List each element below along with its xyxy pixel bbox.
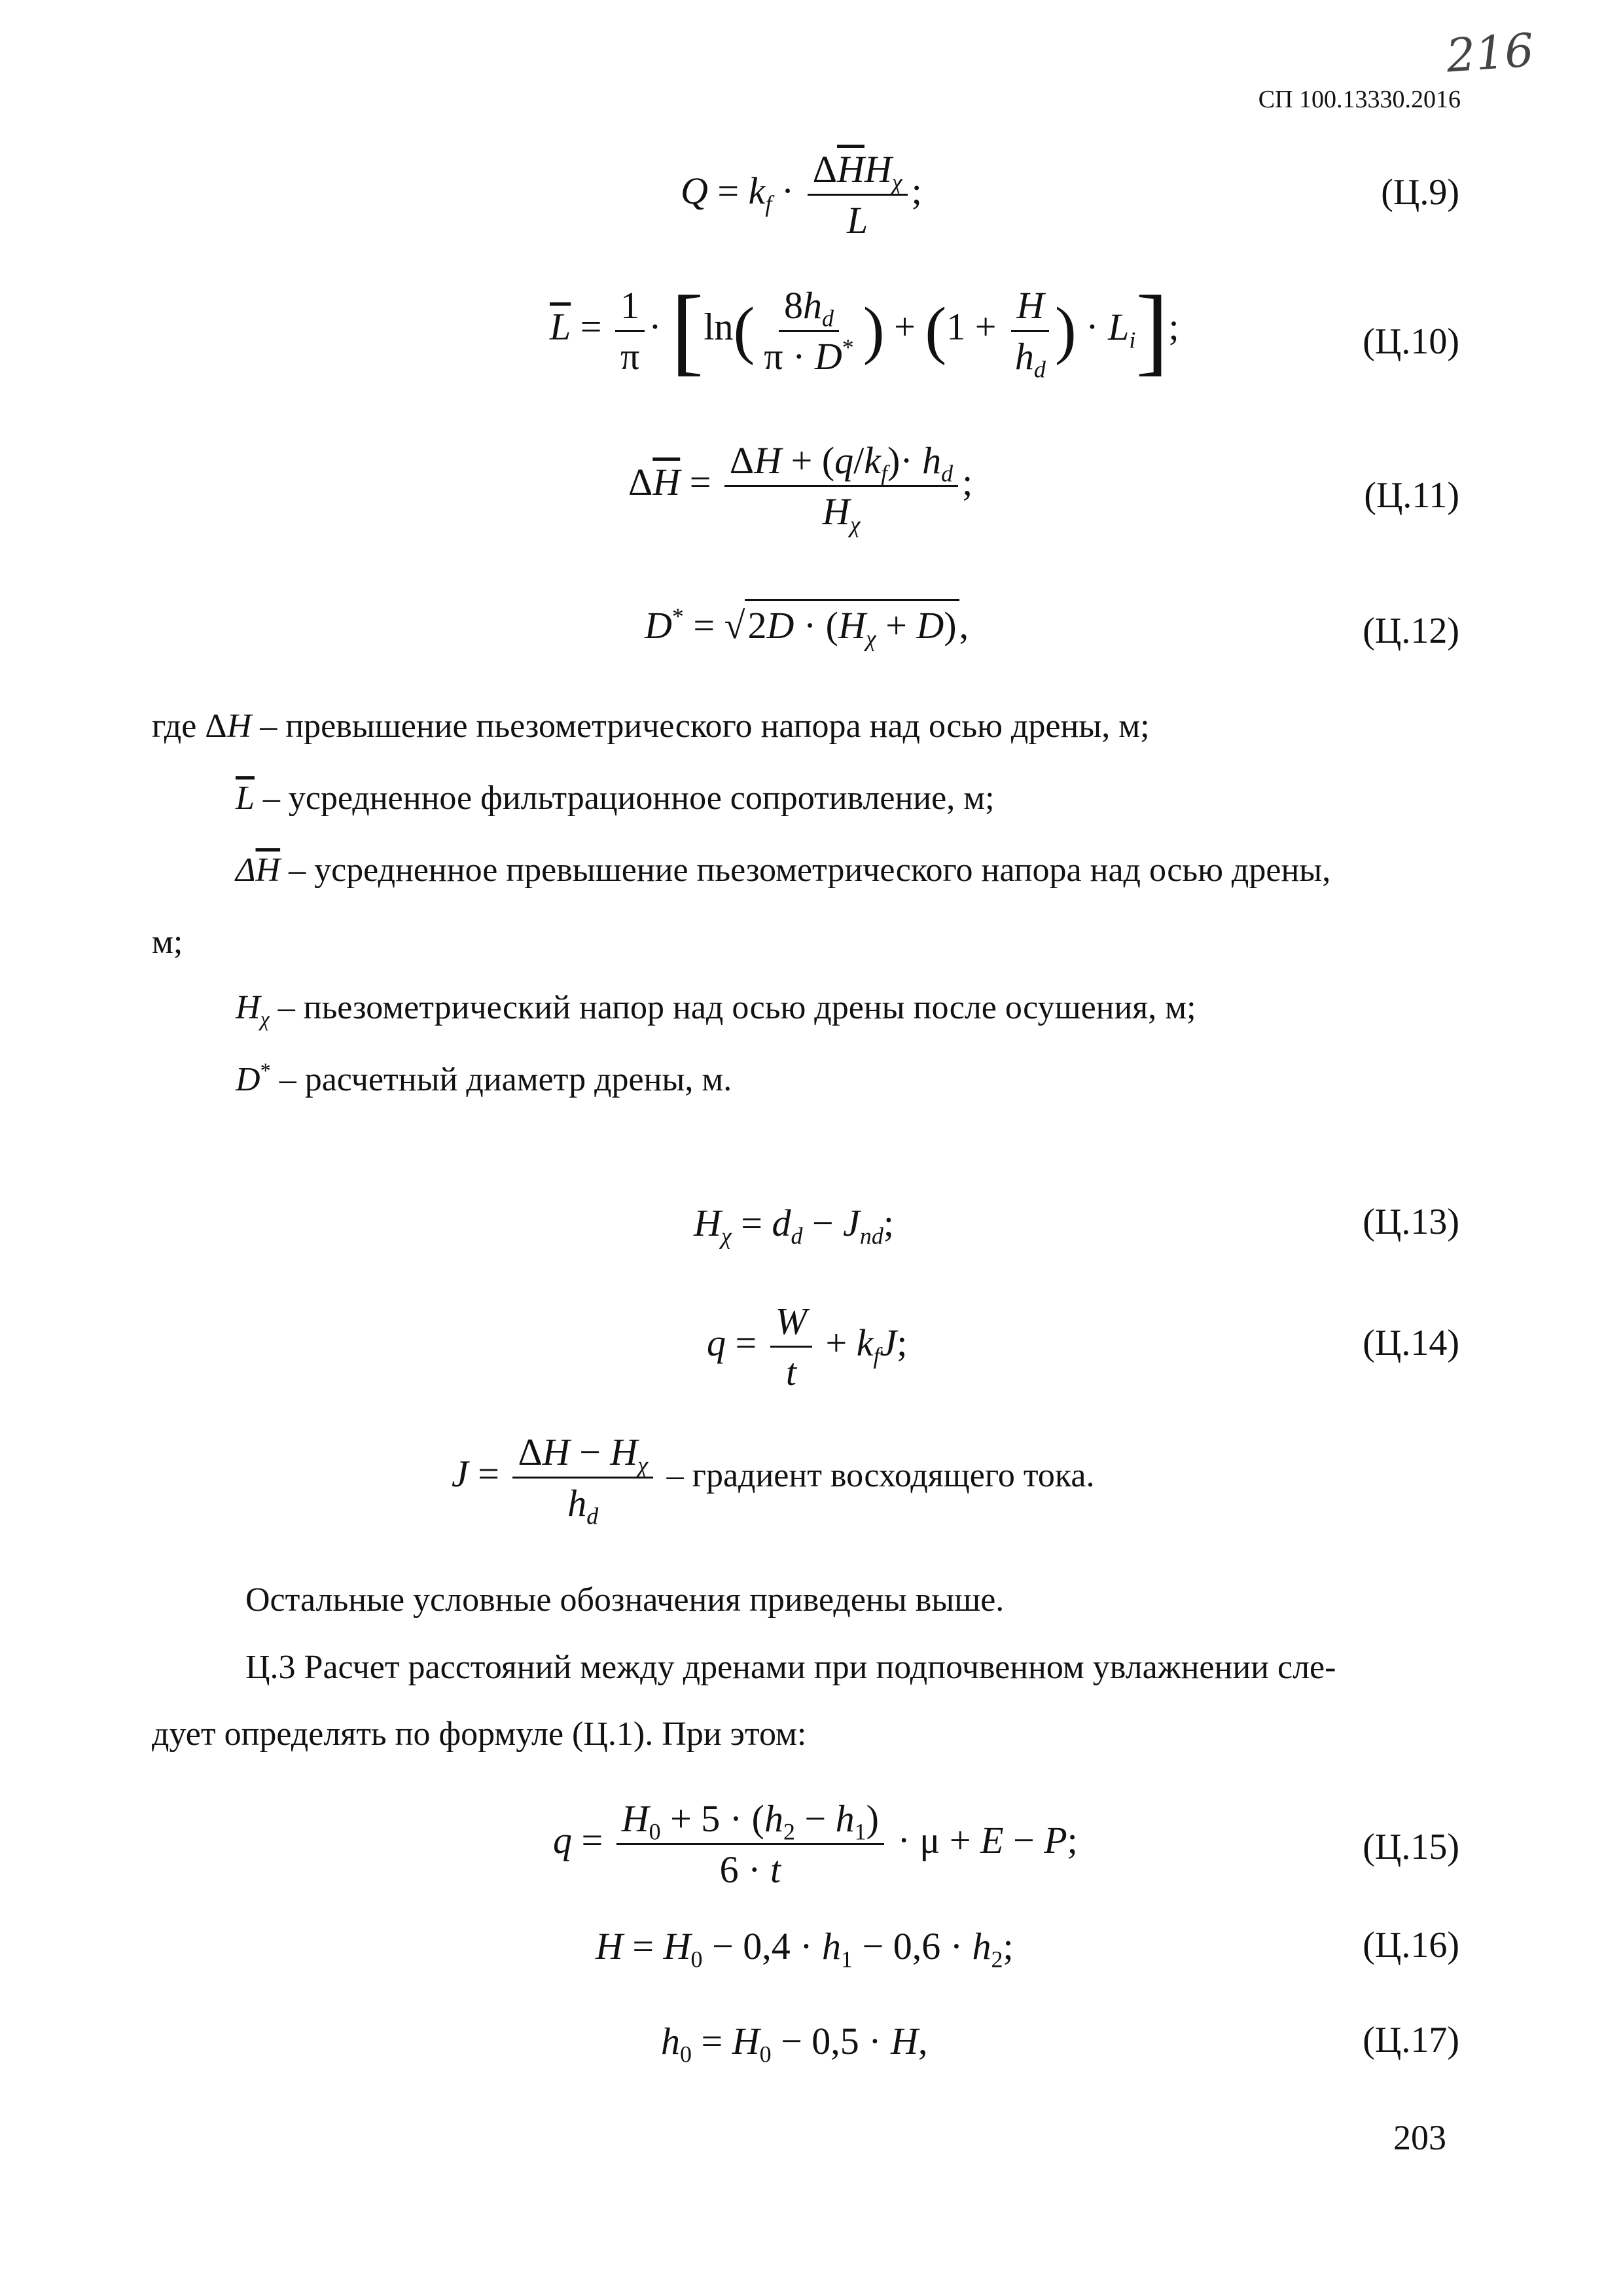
definition-text: – превышение пьезометрического напора над осью дрены, м;	[260, 708, 1150, 745]
equation-c13: $H_\chi = d_d - J_{nd}$;	[694, 1202, 894, 1249]
equation-c10: $\overline{L}$ = $\frac{1}{\pi}$ · [ln( $\frac{8h_d}{\pi \cdot D^*}$ ) + (1 + $\frac{H}{h_d}$ ) · $L_i$];	[550, 276, 1179, 385]
equation-c11: $\Delta\overline{H}$ = $\frac{\Delta H + (q/k_f)\cdot h_d}{H_\chi}$ ;	[628, 439, 973, 538]
definition-dH-avg-cont: м;	[152, 924, 183, 961]
equation-number: (Ц.11)	[1364, 475, 1459, 516]
equation-c9: $Q = k_f$ · $\frac{\Delta\overline{H}H_\chi}{L}$ ;	[681, 148, 922, 242]
gradient-formula: J = $\frac{\Delta H - H_\chi}{h_d}$ – градиент восходящего тока.	[452, 1431, 1095, 1530]
page-number: 203	[1393, 2118, 1446, 2157]
equation-c15: q = $\frac{H_0 + 5 \cdot (h_2 - h_1)}{6 \cdot t}$ · μ + E − P;	[553, 1797, 1078, 1891]
definition-text: – расчетный диаметр дрены, м.	[279, 1061, 732, 1098]
equation-c16: $H = H_0 - 0,4 \cdot h_1 - 0,6 \cdot h_2$;	[596, 1925, 1014, 1973]
handwritten-page-mark: 216	[1444, 23, 1536, 83]
equation-number: (Ц.12)	[1363, 611, 1459, 651]
definition-text: – усредненное фильтрационное сопротивление, м;	[262, 780, 995, 817]
where-word: где	[152, 708, 197, 745]
document-code-header: СП 100.13330.2016	[1258, 86, 1461, 113]
equation-number: (Ц.16)	[1363, 1925, 1459, 1965]
section-text-line2: дует определять по формуле (Ц.1). При этом:	[152, 1715, 807, 1753]
equation-number: (Ц.17)	[1363, 2020, 1459, 2060]
definition-text: – усредненное превышение пьезометрического напора над осью дрены,	[289, 852, 1331, 889]
equation-number: (Ц.9)	[1381, 172, 1459, 213]
definition-L: $\overline{L}$ – усредненное фильтрационное сопротивление, м;	[236, 780, 995, 817]
definition-dH: где ΔH – превышение пьезометрического напора над осью дрены, м;	[152, 708, 1150, 745]
equation-number: (Ц.15)	[1363, 1827, 1459, 1867]
definition-dH-avg: $\Delta\overline{H}$ – усредненное превышение пьезометрического напора над осью дрены,	[236, 852, 1331, 889]
equation-number: (Ц.14)	[1363, 1323, 1459, 1363]
equation-c14: q = $\frac{W}{t}$ + $k_fJ$;	[707, 1300, 908, 1393]
definition-D: D* – расчетный диаметр дрены, м.	[236, 1058, 732, 1098]
equation-number: (Ц.13)	[1363, 1202, 1459, 1242]
other-notations-note: Остальные условные обозначения приведены выше.	[245, 1581, 1005, 1619]
gradient-text: – градиент восходящего тока.	[666, 1456, 1095, 1494]
equation-c12: D* = √ $2D \cdot (H_\chi + D)$ ,	[645, 599, 969, 647]
definition-text: – пьезометрический напор над осью дрены после осушения, м;	[277, 989, 1196, 1026]
equation-number: (Ц.10)	[1363, 321, 1459, 362]
equation-c17: $h_0 = H_0 - 0,5 \cdot H$,	[661, 2020, 928, 2068]
section-text-line1: Ц.3 Расчет расстояний между дренами при подпочвенном увлажнении сле-	[245, 1649, 1336, 1686]
definition-Hx: $H_\chi$ – пьезометрический напор над осью дрены после осушения, м;	[236, 989, 1196, 1031]
